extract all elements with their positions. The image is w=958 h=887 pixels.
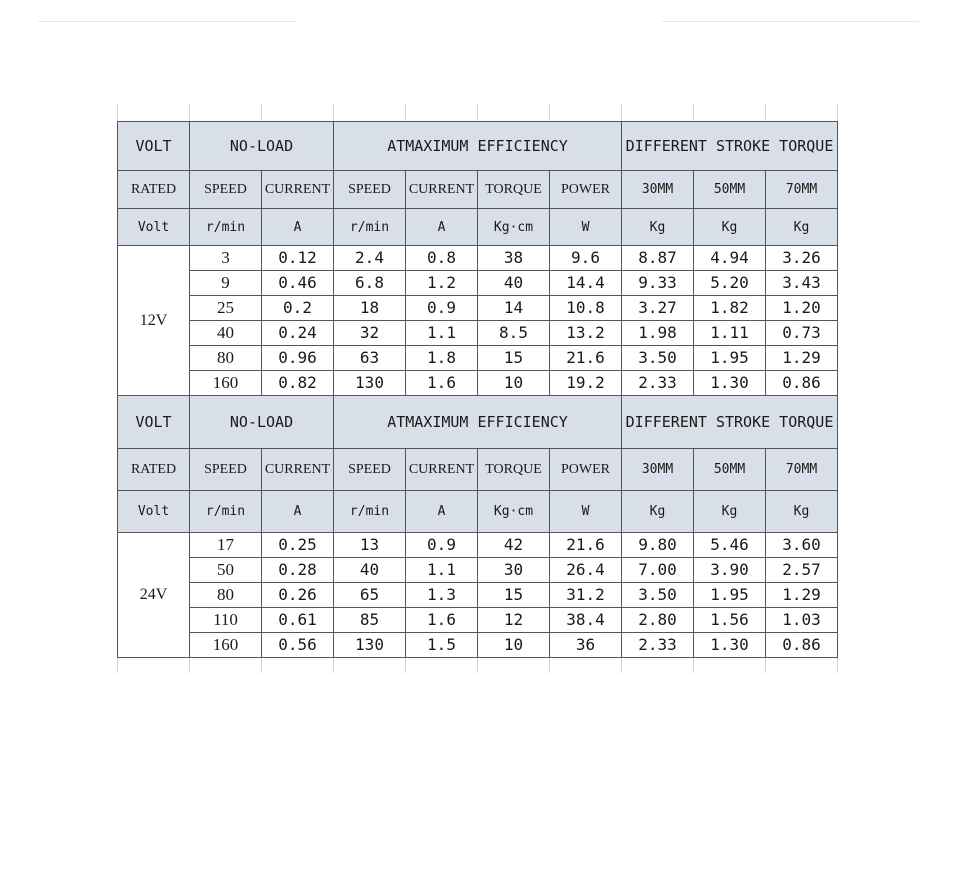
noload-speed-unit: r/min bbox=[190, 209, 262, 246]
table-cell: 1.29 bbox=[766, 346, 838, 371]
table-cell: 3.60 bbox=[766, 533, 838, 558]
noload-current-header: CURRENT bbox=[262, 449, 334, 491]
gridline bbox=[333, 104, 334, 121]
noload-current-header: CURRENT bbox=[262, 171, 334, 209]
gridline bbox=[765, 658, 766, 673]
gridline bbox=[189, 658, 190, 673]
table-row bbox=[118, 296, 838, 321]
table-cell: 40 bbox=[478, 271, 550, 296]
header-row-sub bbox=[118, 171, 838, 209]
table-cell: 13 bbox=[334, 533, 406, 558]
table-cell: 0.46 bbox=[262, 271, 334, 296]
table-cell: 1.95 bbox=[694, 346, 766, 371]
table-row bbox=[118, 533, 838, 558]
table-cell: 0.86 bbox=[766, 633, 838, 658]
stroke-70mm-header: 70MM bbox=[766, 449, 838, 491]
table-cell: 63 bbox=[334, 346, 406, 371]
table-row bbox=[118, 633, 838, 658]
table-cell: 0.25 bbox=[262, 533, 334, 558]
eff-speed-header: SPEED bbox=[334, 449, 406, 491]
noload-speed-unit: r/min bbox=[190, 491, 262, 533]
rated-header: RATED bbox=[118, 171, 190, 209]
table-cell: 2.80 bbox=[622, 608, 694, 633]
table-cell: 8.87 bbox=[622, 246, 694, 271]
eff-power-header: POWER bbox=[550, 171, 622, 209]
gridline bbox=[837, 104, 838, 121]
gridline bbox=[477, 104, 478, 121]
table-cell: 2.57 bbox=[766, 558, 838, 583]
stroke-torque-header: DIFFERENT STROKE TORQUE bbox=[622, 396, 838, 449]
table-cell: 1.03 bbox=[766, 608, 838, 633]
top-divider-left bbox=[38, 21, 296, 22]
table-cell: 0.28 bbox=[262, 558, 334, 583]
table-cell: 1.2 bbox=[406, 271, 478, 296]
gridline bbox=[693, 104, 694, 121]
table-cell: 4.94 bbox=[694, 246, 766, 271]
eff-torque-header: TORQUE bbox=[478, 449, 550, 491]
table-row bbox=[118, 608, 838, 633]
eff-speed-unit: r/min bbox=[334, 209, 406, 246]
table-cell: 1.30 bbox=[694, 633, 766, 658]
table-cell: 14.4 bbox=[550, 271, 622, 296]
table-cell: 1.6 bbox=[406, 371, 478, 396]
table-cell: 0.56 bbox=[262, 633, 334, 658]
eff-speed-header: SPEED bbox=[334, 171, 406, 209]
noload-current-unit: A bbox=[262, 209, 334, 246]
table-cell: 10 bbox=[478, 371, 550, 396]
eff-torque-header: TORQUE bbox=[478, 171, 550, 209]
table-cell: 6.8 bbox=[334, 271, 406, 296]
table-row bbox=[118, 246, 838, 271]
table-cell: 160 bbox=[190, 371, 262, 396]
table-cell: 0.8 bbox=[406, 246, 478, 271]
table-cell: 0.9 bbox=[406, 533, 478, 558]
table-cell: 10.8 bbox=[550, 296, 622, 321]
table-cell: 0.73 bbox=[766, 321, 838, 346]
table-cell: 1.1 bbox=[406, 321, 478, 346]
table-cell: 14 bbox=[478, 296, 550, 321]
table-cell: 21.6 bbox=[550, 533, 622, 558]
table-cell: 1.1 bbox=[406, 558, 478, 583]
eff-power-header: POWER bbox=[550, 449, 622, 491]
eff-current-header: CURRENT bbox=[406, 449, 478, 491]
volt-header: VOLT bbox=[118, 396, 190, 449]
eff-torque-unit: Kg·cm bbox=[478, 209, 550, 246]
spec-table-body bbox=[118, 122, 838, 658]
table-cell: 0.61 bbox=[262, 608, 334, 633]
rated-unit: Volt bbox=[118, 491, 190, 533]
table-cell: 0.12 bbox=[262, 246, 334, 271]
stroke-50mm-header: 50MM bbox=[694, 449, 766, 491]
eff-current-unit: A bbox=[406, 209, 478, 246]
table-cell: 5.20 bbox=[694, 271, 766, 296]
table-cell: 1.98 bbox=[622, 321, 694, 346]
no-load-header: NO-LOAD bbox=[190, 122, 334, 171]
table-cell: 25 bbox=[190, 296, 262, 321]
table-cell: 40 bbox=[334, 558, 406, 583]
table-cell: 50 bbox=[190, 558, 262, 583]
table-cell: 80 bbox=[190, 346, 262, 371]
table-cell: 15 bbox=[478, 346, 550, 371]
gridline bbox=[405, 658, 406, 673]
table-cell: 9.80 bbox=[622, 533, 694, 558]
table-cell: 0.82 bbox=[262, 371, 334, 396]
unit-row bbox=[118, 491, 838, 533]
gridline bbox=[621, 658, 622, 673]
table-row bbox=[118, 371, 838, 396]
table-cell: 1.29 bbox=[766, 583, 838, 608]
rated-header: RATED bbox=[118, 449, 190, 491]
stroke-50mm-header: 50MM bbox=[694, 171, 766, 209]
table-cell: 85 bbox=[334, 608, 406, 633]
table-cell: 3.26 bbox=[766, 246, 838, 271]
table-cell: 0.9 bbox=[406, 296, 478, 321]
table-cell: 21.6 bbox=[550, 346, 622, 371]
table-cell: 38.4 bbox=[550, 608, 622, 633]
stroke-30mm-unit: Kg bbox=[622, 491, 694, 533]
stroke-30mm-unit: Kg bbox=[622, 209, 694, 246]
table-cell: 8.5 bbox=[478, 321, 550, 346]
table-cell: 36 bbox=[550, 633, 622, 658]
table-cell: 32 bbox=[334, 321, 406, 346]
gridline bbox=[333, 658, 334, 673]
unit-row bbox=[118, 209, 838, 246]
table-row bbox=[118, 346, 838, 371]
table-cell: 1.3 bbox=[406, 583, 478, 608]
table-cell: 12 bbox=[478, 608, 550, 633]
eff-torque-unit: Kg·cm bbox=[478, 491, 550, 533]
table-cell: 65 bbox=[334, 583, 406, 608]
table-cell: 0.96 bbox=[262, 346, 334, 371]
table-cell: 1.5 bbox=[406, 633, 478, 658]
table-cell: 2.33 bbox=[622, 371, 694, 396]
table-cell: 0.24 bbox=[262, 321, 334, 346]
table-cell: 1.6 bbox=[406, 608, 478, 633]
table-cell: 9.33 bbox=[622, 271, 694, 296]
gridline bbox=[117, 658, 118, 673]
motor-spec-table bbox=[117, 121, 838, 658]
max-efficiency-header: ATMAXIMUM EFFICIENCY bbox=[334, 396, 622, 449]
table-cell: 38 bbox=[478, 246, 550, 271]
eff-power-unit: W bbox=[550, 491, 622, 533]
gridline bbox=[549, 658, 550, 673]
stroke-70mm-header: 70MM bbox=[766, 171, 838, 209]
table-cell: 3.90 bbox=[694, 558, 766, 583]
table-cell: 0.26 bbox=[262, 583, 334, 608]
table-row bbox=[118, 271, 838, 296]
table-row bbox=[118, 583, 838, 608]
table-cell: 0.2 bbox=[262, 296, 334, 321]
table-cell: 3.50 bbox=[622, 346, 694, 371]
header-row-main bbox=[118, 122, 838, 171]
table-cell: 130 bbox=[334, 371, 406, 396]
gridline bbox=[837, 658, 838, 673]
table-cell: 3.43 bbox=[766, 271, 838, 296]
gridline bbox=[693, 658, 694, 673]
table-row bbox=[118, 558, 838, 583]
table-cell: 1.20 bbox=[766, 296, 838, 321]
gridline bbox=[621, 104, 622, 121]
volt-header: VOLT bbox=[118, 122, 190, 171]
table-cell: 130 bbox=[334, 633, 406, 658]
header-row-main bbox=[118, 396, 838, 449]
stroke-50mm-unit: Kg bbox=[694, 491, 766, 533]
table-cell: 26.4 bbox=[550, 558, 622, 583]
table-cell: 19.2 bbox=[550, 371, 622, 396]
table-cell: 1.82 bbox=[694, 296, 766, 321]
gridline bbox=[405, 104, 406, 121]
eff-power-unit: W bbox=[550, 209, 622, 246]
table-cell: 0.86 bbox=[766, 371, 838, 396]
table-cell: 9.6 bbox=[550, 246, 622, 271]
table-cell: 3.27 bbox=[622, 296, 694, 321]
table-cell: 42 bbox=[478, 533, 550, 558]
table-cell: 30 bbox=[478, 558, 550, 583]
table-cell: 3 bbox=[190, 246, 262, 271]
table-cell: 3.50 bbox=[622, 583, 694, 608]
table-cell: 10 bbox=[478, 633, 550, 658]
table-cell: 1.30 bbox=[694, 371, 766, 396]
table-cell: 5.46 bbox=[694, 533, 766, 558]
stroke-30mm-header: 30MM bbox=[622, 449, 694, 491]
stroke-50mm-unit: Kg bbox=[694, 209, 766, 246]
table-cell: 17 bbox=[190, 533, 262, 558]
table-cell: 9 bbox=[190, 271, 262, 296]
gridline bbox=[117, 104, 118, 121]
stroke-70mm-unit: Kg bbox=[766, 491, 838, 533]
gridline bbox=[189, 104, 190, 121]
stroke-30mm-header: 30MM bbox=[622, 171, 694, 209]
gridline bbox=[477, 658, 478, 673]
eff-speed-unit: r/min bbox=[334, 491, 406, 533]
noload-speed-header: SPEED bbox=[190, 171, 262, 209]
table-cell: 1.95 bbox=[694, 583, 766, 608]
table-row bbox=[118, 321, 838, 346]
voltage-cell: 24V bbox=[118, 533, 190, 658]
header-row-sub bbox=[118, 449, 838, 491]
table-cell: 80 bbox=[190, 583, 262, 608]
table-cell: 31.2 bbox=[550, 583, 622, 608]
rated-unit: Volt bbox=[118, 209, 190, 246]
max-efficiency-header: ATMAXIMUM EFFICIENCY bbox=[334, 122, 622, 171]
gridline bbox=[549, 104, 550, 121]
table-cell: 7.00 bbox=[622, 558, 694, 583]
gridline bbox=[765, 104, 766, 121]
voltage-cell: 12V bbox=[118, 246, 190, 396]
table-cell: 1.8 bbox=[406, 346, 478, 371]
table-cell: 110 bbox=[190, 608, 262, 633]
stroke-torque-header: DIFFERENT STROKE TORQUE bbox=[622, 122, 838, 171]
gridline bbox=[261, 104, 262, 121]
table-cell: 1.11 bbox=[694, 321, 766, 346]
table-cell: 18 bbox=[334, 296, 406, 321]
table-cell: 15 bbox=[478, 583, 550, 608]
table-cell: 1.56 bbox=[694, 608, 766, 633]
top-divider-right bbox=[662, 21, 919, 22]
table-cell: 2.33 bbox=[622, 633, 694, 658]
noload-current-unit: A bbox=[262, 491, 334, 533]
table-cell: 40 bbox=[190, 321, 262, 346]
table-cell: 2.4 bbox=[334, 246, 406, 271]
gridline bbox=[261, 658, 262, 673]
no-load-header: NO-LOAD bbox=[190, 396, 334, 449]
eff-current-header: CURRENT bbox=[406, 171, 478, 209]
table-cell: 13.2 bbox=[550, 321, 622, 346]
noload-speed-header: SPEED bbox=[190, 449, 262, 491]
eff-current-unit: A bbox=[406, 491, 478, 533]
stroke-70mm-unit: Kg bbox=[766, 209, 838, 246]
table-cell: 160 bbox=[190, 633, 262, 658]
